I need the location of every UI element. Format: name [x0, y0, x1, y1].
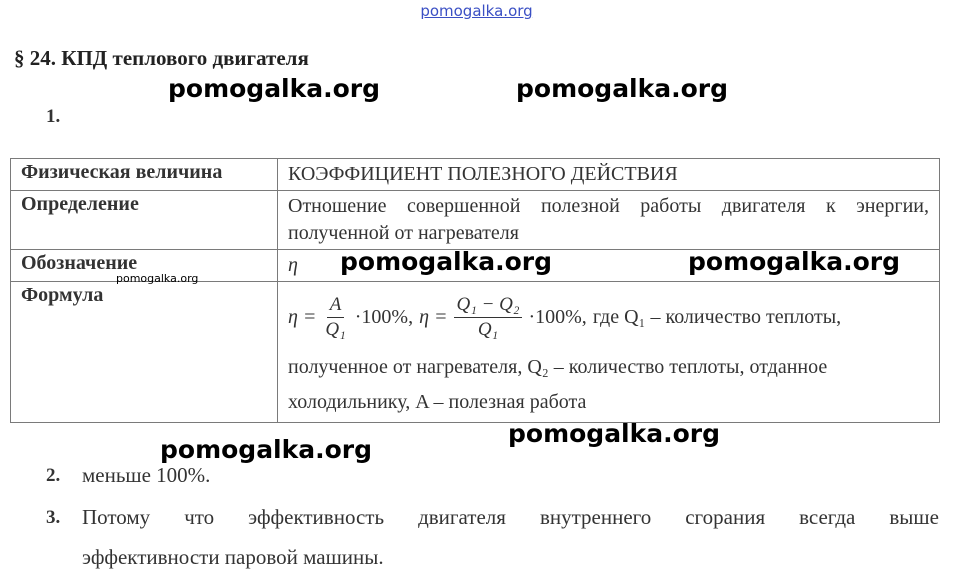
- watermark-small: pomogalka.org: [116, 272, 199, 285]
- item-3-number: 3.: [46, 507, 61, 528]
- fraction-denominator: Q₁: [325, 318, 346, 340]
- fraction: [322, 293, 348, 342]
- row-value: η: [278, 250, 940, 282]
- table-row: [11, 191, 940, 250]
- row-value: КОЭФФИЦИЕНТ ПОЛЕЗНОГО ДЕЙСТВИЯ: [278, 159, 940, 191]
- formula-percent: ·100%,: [354, 305, 414, 328]
- word: что: [184, 505, 215, 529]
- table-row: [11, 159, 940, 191]
- item-1-number: 1.: [46, 106, 61, 127]
- item-2-text: меньше 100%.: [82, 463, 211, 487]
- item-3-line-2: эффективности паровой машины.: [82, 545, 384, 569]
- formula-text: где Q₁ – количество теплоты,: [592, 305, 842, 328]
- row-label: Определение: [11, 191, 278, 250]
- formula-eta: η =: [288, 305, 317, 328]
- word: эффективность: [248, 505, 385, 529]
- info-table: [10, 158, 940, 423]
- section-title: § 24. КПД теплового двигателя: [14, 46, 309, 70]
- row-label: Формула: [11, 282, 278, 423]
- item-2-number: 2.: [46, 465, 61, 486]
- word: Потому: [82, 505, 151, 529]
- watermark: pomogalka.org: [340, 247, 553, 276]
- watermark: pomogalka.org: [508, 419, 721, 448]
- site-header-link[interactable]: pomogalka.org: [420, 2, 533, 20]
- formula-line: полученное от нагревателя, Q₂ – количество теплоты, отданное: [288, 356, 828, 378]
- watermark: pomogalka.org: [160, 435, 373, 464]
- table-row: [11, 282, 940, 423]
- word: выше: [889, 505, 939, 529]
- word: внутреннего: [539, 505, 652, 529]
- fraction-numerator: Q₁ − Q₂: [454, 293, 523, 318]
- word: всегда: [799, 505, 856, 529]
- row-value: Отношение совершенной полезной работы двигателя к энергии, полученной от нагревателя: [278, 191, 940, 250]
- item-3-line-1: [82, 505, 939, 530]
- formula-percent: ·100%,: [528, 305, 587, 328]
- watermark: pomogalka.org: [168, 74, 381, 103]
- fraction-denominator: Q₁: [477, 318, 499, 340]
- row-label: Физическая величина: [11, 159, 278, 191]
- watermark: pomogalka.org: [688, 247, 901, 276]
- fraction: [454, 293, 523, 342]
- word: сгорания: [685, 505, 766, 529]
- word: двигателя: [418, 505, 506, 529]
- watermark: pomogalka.org: [516, 74, 729, 103]
- formula-eta: η =: [419, 305, 448, 328]
- formula-cell: [278, 282, 940, 423]
- row-label: Обозначение: [11, 250, 278, 282]
- fraction-numerator: A: [327, 293, 345, 318]
- formula-line: холодильнику, A – полезная работа: [288, 391, 587, 413]
- formula-line: [288, 284, 929, 350]
